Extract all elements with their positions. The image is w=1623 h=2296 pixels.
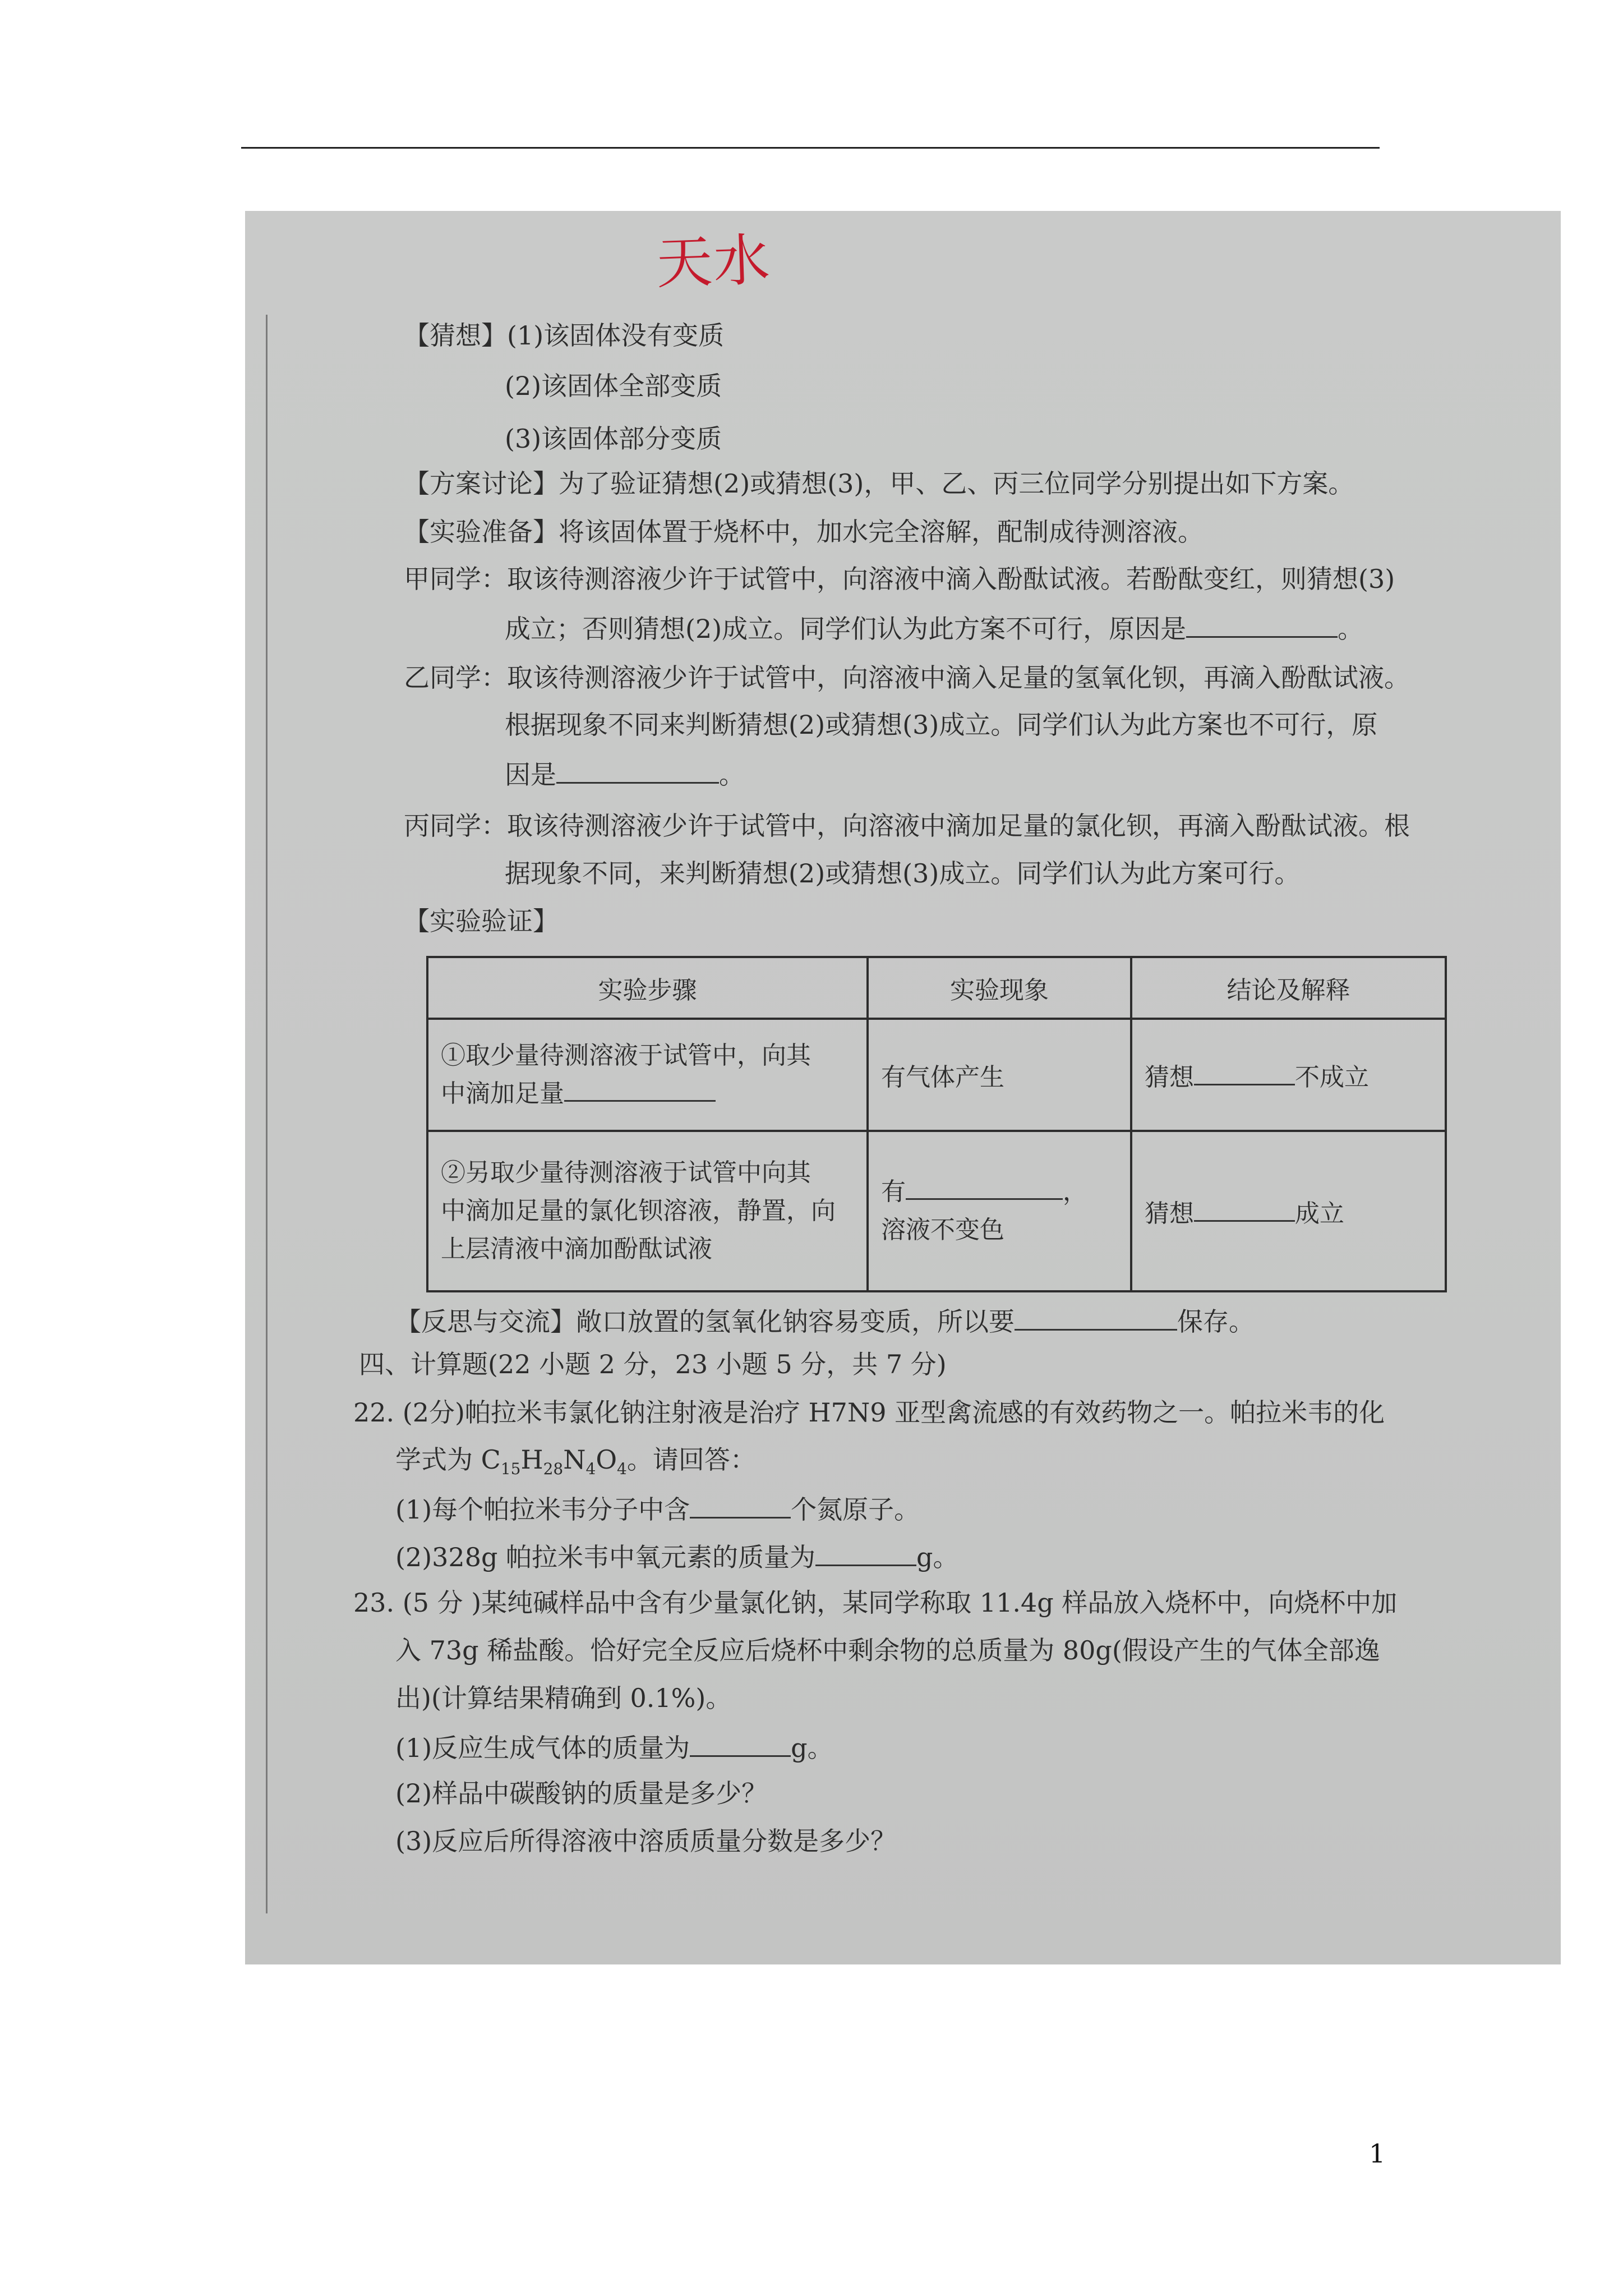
handwritten-note: 天水	[655, 227, 772, 297]
student-a-line2: 成立；否则猜想(2)成立。同学们认为此方案不可行，原因是 。	[505, 614, 1364, 644]
header-conclusion: 结论及解释	[1131, 957, 1446, 1019]
question-22-line1: 22. (2分)帕拉米韦氯化钠注射液是治疗 H7N9 亚型禽流感的有效药物之一。帕拉米韦的化	[353, 1397, 1385, 1428]
hypothesis-1: 【猜想】(1)该固体没有变质	[404, 320, 725, 351]
hypothesis-2: (2)该固体全部变质	[505, 371, 722, 401]
phenomenon-text: 有气体产生	[881, 1063, 1004, 1092]
question-23-line3: 出)(计算结果精确到 0.1%)。	[395, 1683, 732, 1713]
question-22-line2: 学式为 $C_{15}H_{28}N_4O_4$。请回答：	[395, 1444, 756, 1478]
step-text: 中滴加足量	[441, 1075, 854, 1113]
header-rule	[241, 147, 1380, 149]
table-row	[427, 1019, 1446, 1131]
phenomenon-text: 有 ，	[881, 1173, 1118, 1211]
answer-blank[interactable]	[1194, 1061, 1295, 1085]
header-phenomenon: 实验现象	[868, 957, 1131, 1019]
question-23-line1: 23. (5 分 )某纯碱样品中含有少量氯化钠，某同学称取 11.4g 样品放入烧杯中，向烧杯中加	[353, 1588, 1398, 1618]
answer-blank[interactable]	[906, 1176, 1063, 1200]
question-22-part1: (1)每个帕拉米韦分子中含 个氮原子。	[395, 1494, 920, 1525]
student-b-line1: 乙同学：取该待测溶液少许于试管中，向溶液中滴入足量的氢氧化钡，再滴入酚酞试液。	[404, 662, 1410, 693]
question-23-part2: (2)样品中碳酸钠的质量是多少？	[395, 1778, 768, 1809]
scanned-photo	[245, 211, 1561, 1964]
conclusion-cell: 猜想 成立	[1131, 1131, 1446, 1291]
table-header-row	[427, 957, 1446, 1019]
student-c-line2: 据现象不同，来判断猜想(2)或猜想(3)成立。同学们认为此方案可行。	[505, 858, 1301, 889]
section-heading: 四、计算题(22 小题 2 分，23 小题 5 分，共 7 分)	[359, 1349, 947, 1379]
answer-blank[interactable]	[556, 760, 719, 784]
student-b-line3: 因是 。	[505, 760, 745, 790]
verification-heading: 【实验验证】	[404, 906, 559, 936]
phenomenon-cell	[868, 1131, 1131, 1291]
question-22-part2: (2)328g 帕拉米韦中氧元素的质量为 g。	[395, 1542, 959, 1572]
margin-line	[266, 315, 268, 1913]
answer-blank[interactable]	[815, 1542, 916, 1566]
reflection-line: 【反思与交流】敞口放置的氢氧化钠容易变质，所以要 保存。	[395, 1306, 1255, 1337]
experiment-prep: 【实验准备】将该固体置于烧杯中，加水完全溶解，配制成待测溶液。	[404, 517, 1204, 547]
step-text: 上层清液中滴加酚酞试液	[441, 1235, 712, 1264]
page-number: 1	[1369, 2138, 1386, 2169]
table-row	[427, 1131, 1446, 1291]
student-a-line1: 甲同学：取该待测溶液少许于试管中，向溶液中滴入酚酞试液。若酚酞变红，则猜想(3)	[404, 564, 1395, 594]
step-text: ②另取少量待测溶液于试管中向其	[441, 1158, 811, 1187]
header-steps: 实验步骤	[427, 957, 868, 1019]
experiment-table	[426, 956, 1447, 1292]
plan-discussion: 【方案讨论】为了验证猜想(2)或猜想(3)，甲、乙、丙三位同学分别提出如下方案。	[404, 468, 1354, 499]
answer-blank[interactable]	[1186, 614, 1338, 638]
step-text: ①取少量待测溶液于试管中，向其	[441, 1041, 811, 1070]
answer-blank[interactable]	[690, 1733, 791, 1757]
answer-blank[interactable]	[564, 1078, 716, 1102]
question-23-part1: (1)反应生成气体的质量为 g。	[395, 1733, 833, 1763]
answer-blank[interactable]	[690, 1494, 791, 1519]
step-text: 中滴加足量的氯化钡溶液，静置，向	[441, 1197, 836, 1226]
phenomenon-cell	[868, 1019, 1131, 1131]
question-23-part3: (3)反应后所得溶液中溶质质量分数是多少？	[395, 1826, 897, 1856]
question-23-line2: 入 73g 稀盐酸。恰好完全反应后烧杯中剩余物的总质量为 80g(假设产生的气体全部逸	[395, 1635, 1380, 1665]
answer-blank[interactable]	[1194, 1198, 1295, 1222]
student-b-line2: 根据现象不同来判断猜想(2)或猜想(3)成立。同学们认为此方案也不可行，原	[505, 710, 1378, 740]
hypothesis-3: (3)该固体部分变质	[505, 424, 722, 454]
step-cell	[427, 1019, 868, 1131]
answer-blank[interactable]	[1015, 1306, 1177, 1331]
step-cell	[427, 1131, 868, 1291]
phenomenon-text: 溶液不变色	[881, 1216, 1004, 1245]
conclusion-cell: 猜想 不成立	[1131, 1019, 1446, 1131]
student-c-line1: 丙同学：取该待测溶液少许于试管中，向溶液中滴加足量的氯化钡，再滴入酚酞试液。根	[404, 811, 1410, 841]
